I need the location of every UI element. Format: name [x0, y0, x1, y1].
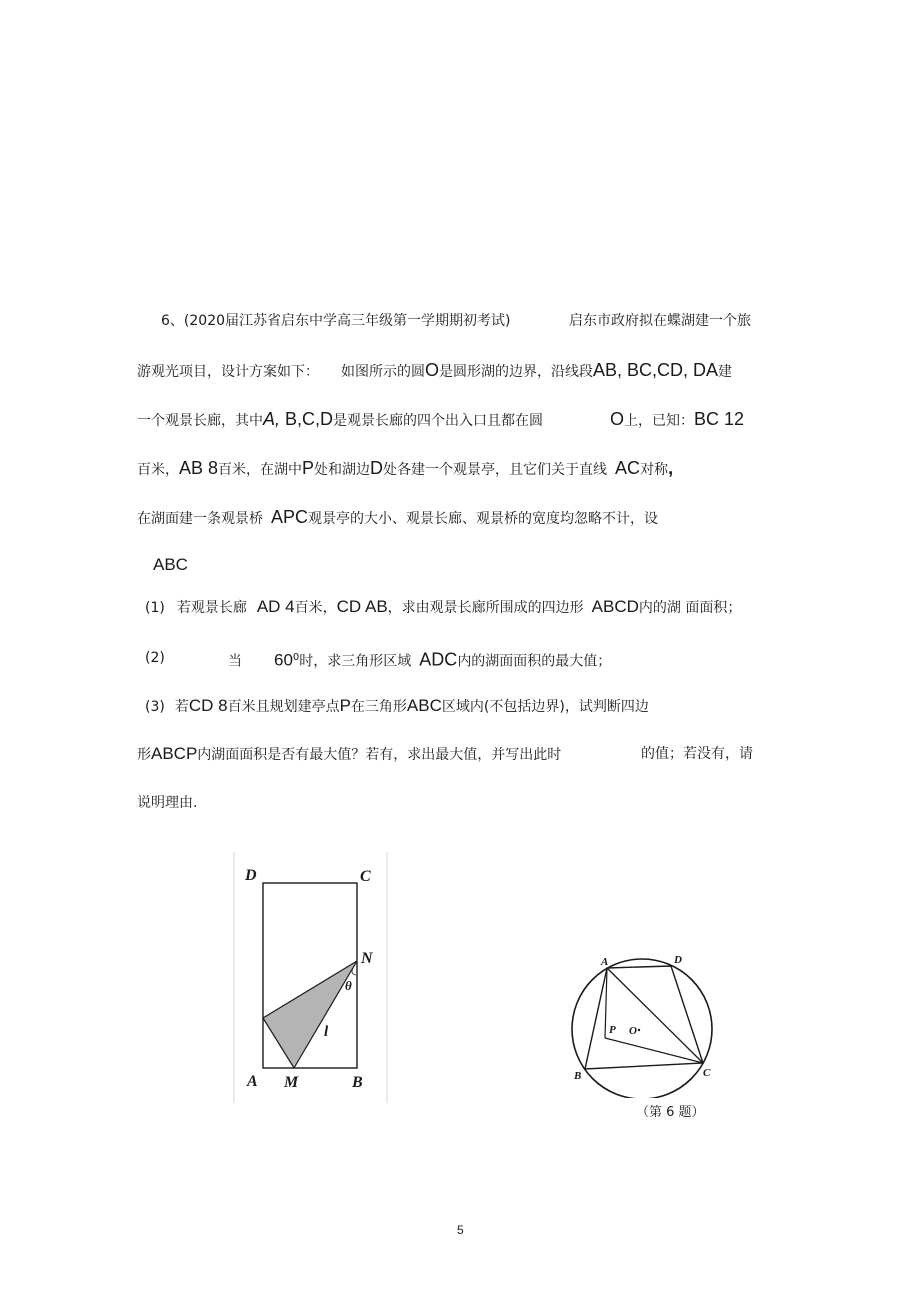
- line2-d: 建: [718, 364, 733, 380]
- line3-a: 一个观景长廊，其中: [137, 413, 263, 429]
- line2-c: 是圆形湖的边界，沿线段: [439, 364, 594, 380]
- line4-a: 百米，: [137, 462, 179, 478]
- q1-d: 内的湖 面面积；: [638, 600, 742, 616]
- problem-line1-tail: [569, 311, 751, 331]
- q2-c: 内的湖面面积的最大值；: [457, 653, 612, 670]
- bridge-apc: APC: [271, 507, 309, 527]
- label-theta: θ: [345, 978, 352, 993]
- problem-sep: 、: [169, 313, 184, 329]
- segment-pc: [605, 1038, 703, 1063]
- problem-heading: [161, 311, 510, 331]
- line10-b: 内湖面面积是否有最大值？若有，求出最大值，并写出此时: [197, 747, 562, 763]
- rectangle-figure: [230, 850, 392, 1105]
- problem-source: (2020届江苏省启东中学高三年级第一学期期初考试): [183, 313, 511, 329]
- line4-comma: ,: [668, 458, 674, 478]
- line3-c: 上，已知：: [624, 413, 695, 429]
- line4-c: 处和湖边: [314, 462, 371, 478]
- q3-num: (3): [145, 699, 165, 715]
- problem-line3-tail: [610, 409, 744, 431]
- problem-line6: [153, 555, 188, 576]
- line3-b: 是观景长廊的四个出入口且都在圆: [333, 413, 544, 429]
- line10-c: 的值；若没有，请: [641, 746, 753, 762]
- q2-adc: ADC: [419, 649, 458, 670]
- q1-abcd: ABCD: [591, 597, 639, 616]
- point-p: P: [302, 458, 315, 478]
- q2-a: 当: [228, 653, 242, 670]
- label-n: N: [361, 950, 373, 967]
- line4-e: 对称: [640, 462, 669, 478]
- q1-cdab: CD AB: [336, 597, 388, 616]
- q3-d: 区域内(不包括边界)，试判断四边: [441, 699, 649, 715]
- line2-b: 如图所示的圆: [341, 364, 425, 380]
- problem-line11: [137, 793, 197, 813]
- q1-num: (1): [145, 600, 165, 616]
- line-ac: AC: [615, 458, 641, 478]
- q3-abc: ABC: [406, 696, 442, 715]
- label-b: B: [574, 1070, 582, 1082]
- question-1: [145, 597, 741, 618]
- q1-ad: AD 4: [256, 597, 295, 616]
- label-m: M: [284, 1074, 299, 1091]
- circle-figure: [560, 948, 720, 1098]
- q3-b: 百米且规划建亭点: [227, 699, 340, 715]
- q3-c: 在三角形: [350, 699, 407, 715]
- q1-b: 百米，: [294, 600, 337, 616]
- angle-arc: [352, 968, 356, 975]
- q3-cd: CD 8: [188, 696, 228, 715]
- line5-b: 观景亭的大小、观景长廊、观景桥的宽度均忽略不计，设: [308, 511, 659, 527]
- circle-o-label-2: O: [610, 409, 625, 429]
- question-2-body: [228, 648, 611, 672]
- problem-intro-text: 启东市政府拟在蝶湖建一个旅: [569, 313, 751, 329]
- q2-b: 时，求三角形区域: [299, 653, 412, 670]
- q3-p: P: [339, 696, 351, 715]
- problem-line4: [137, 458, 673, 480]
- page-number: 5: [457, 1223, 464, 1237]
- quadrilateral-abcd: [585, 966, 703, 1069]
- problem-number: 6: [161, 313, 170, 329]
- label-b: B: [352, 1074, 363, 1091]
- problem-line2: [137, 360, 732, 382]
- label-o: O: [629, 1025, 637, 1037]
- question-3: [145, 696, 649, 717]
- circle-o-label: O: [425, 360, 440, 380]
- problem-line10-tail: [641, 744, 753, 764]
- q1-a: 若观景长廊: [176, 600, 247, 616]
- label-l: l: [324, 1024, 329, 1040]
- line2-a: 游观光项目，设计方案如下：: [137, 364, 319, 380]
- points-a: A,: [263, 409, 281, 429]
- line5-a: 在湖面建一条观景桥: [137, 511, 263, 527]
- label-c: C: [703, 1067, 711, 1079]
- ab-length: AB 8: [179, 458, 219, 478]
- problem-line5: [137, 507, 658, 529]
- quad-abcp: ABCP: [151, 744, 198, 763]
- q3-a: 若: [174, 699, 189, 715]
- label-a: A: [601, 956, 609, 968]
- label-a: A: [247, 1073, 258, 1090]
- shaded-triangle: [263, 961, 357, 1068]
- line4-b: 百米，在湖中: [218, 462, 303, 478]
- label-c: C: [360, 868, 371, 885]
- problem-line3: [137, 409, 543, 431]
- label-p: P: [609, 1024, 616, 1036]
- label-d: D: [674, 954, 682, 966]
- diagonal-ac: [607, 968, 703, 1063]
- angle-abc: ABC: [153, 555, 188, 574]
- figure-caption: （第 6 题）: [636, 1105, 705, 1120]
- question-2: [145, 648, 165, 668]
- bc-length: BC 12: [694, 409, 745, 429]
- line4-d: 处各建一个观景亭，且它们关于直线: [383, 462, 608, 478]
- center-dot: [638, 1029, 640, 1031]
- points-bcd: B,C,D: [280, 409, 334, 429]
- line11-text: 说明理由.: [137, 795, 198, 811]
- q2-deg: 60: [274, 650, 293, 670]
- q2-num: (2): [145, 650, 165, 666]
- segments-label: AB, BC,CD, DA: [593, 360, 719, 380]
- problem-line10: [137, 744, 561, 765]
- q1-c: ，求由观景长廊所围成的四边形: [387, 600, 584, 616]
- line10-a: 形: [137, 747, 151, 763]
- point-d: D: [370, 458, 384, 478]
- label-d: D: [245, 867, 257, 884]
- q2-sup: 0: [292, 652, 300, 663]
